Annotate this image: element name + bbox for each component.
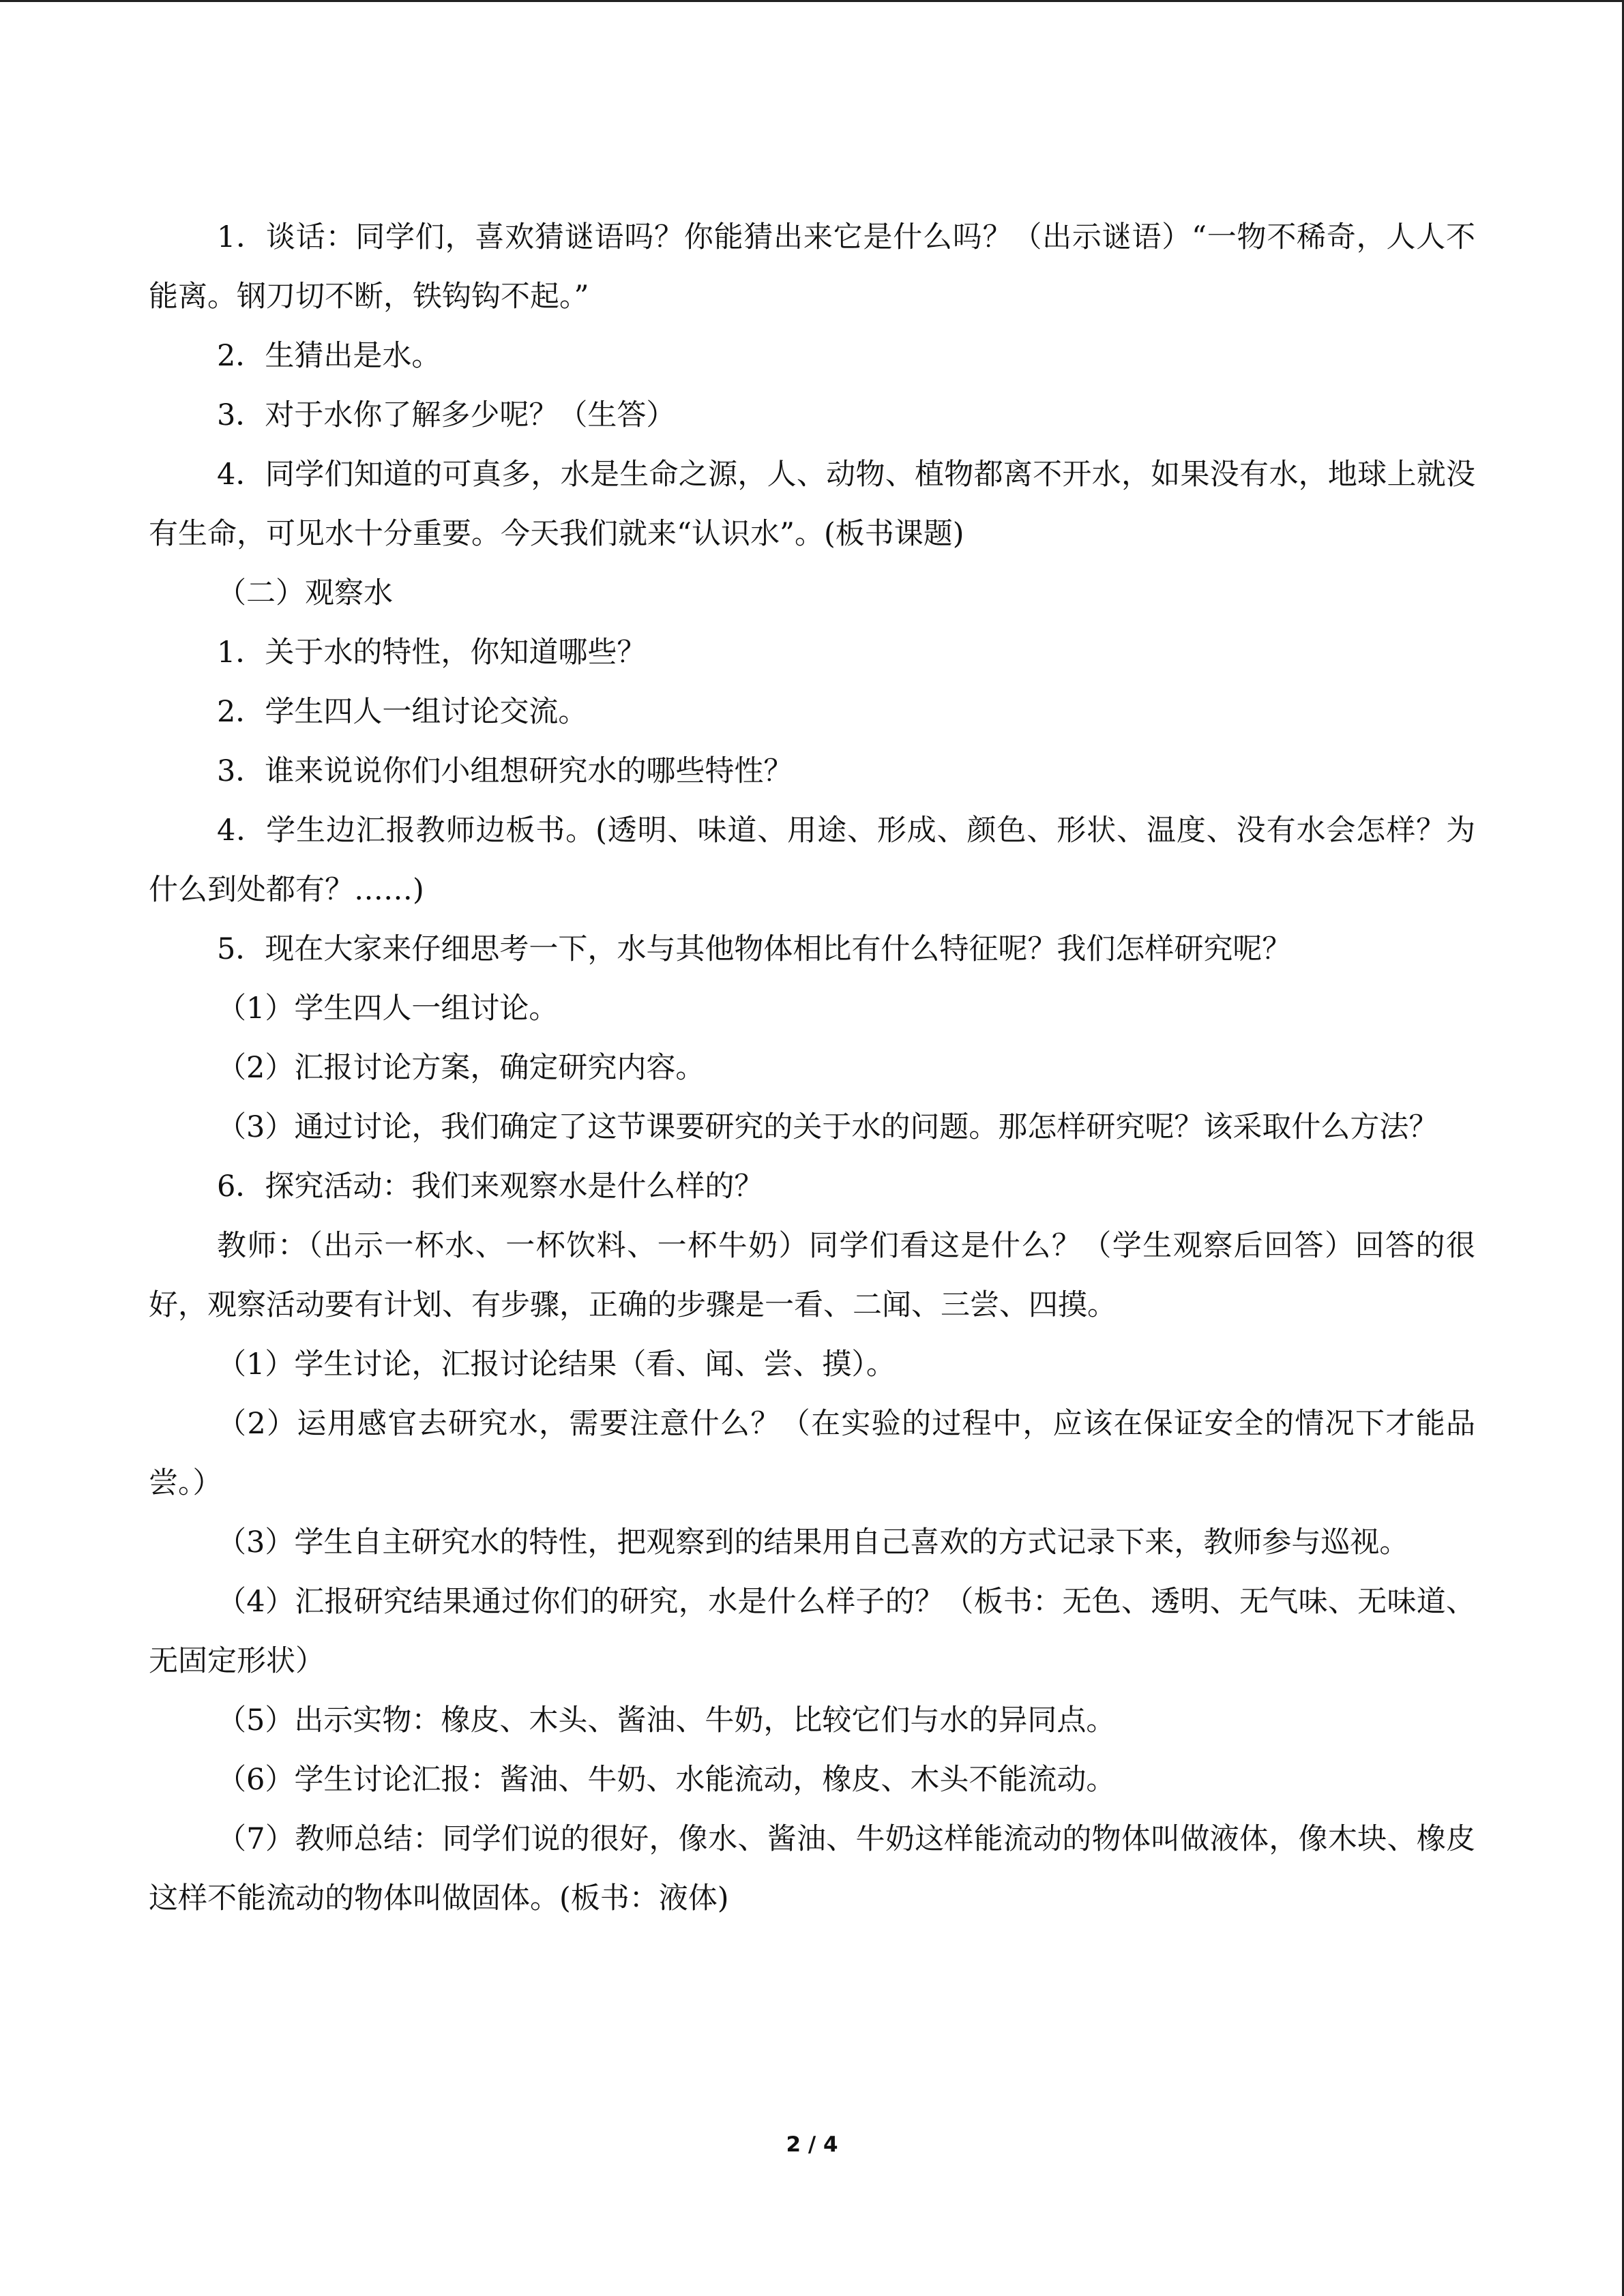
paragraph-riddle-talk: 1．谈话：同学们，喜欢猜谜语吗？你能猜出来它是什么吗？（出示谜语）“一物不稀奇，人人不能离。钢刀切不断，铁钩钩不起。”	[149, 220, 1475, 314]
paragraph-observe-step-6: （6）学生讨论汇报：酱油、牛奶、水能流动，橡皮、木头不能流动。	[217, 1763, 1116, 1797]
top-border-line	[0, 0, 1624, 2]
paragraph-observe-step-4: （4）汇报研究结果通过你们的研究，水是什么样子的？（板书：无色、透明、无气味、无味道、无固定形状）	[149, 1585, 1475, 1678]
paragraph-know-water: 3．对于水你了解多少呢？（生答）	[217, 398, 676, 432]
paragraph-step-1-discuss: （1）学生四人一组讨论。	[217, 992, 559, 1026]
paragraph-inquiry-activity: 6．探究活动：我们来观察水是什么样的？	[217, 1169, 764, 1204]
paragraph-water-properties-question: 1．关于水的特性，你知道哪些？	[217, 636, 647, 670]
paragraph-observe-step-1: （1）学生讨论，汇报讨论结果（看、闻、尝、摸）。	[217, 1347, 896, 1382]
paragraph-observe-step-3: （3）学生自主研究水的特性，把观察到的结果用自己喜欢的方式记录下来，教师参与巡视。	[217, 1525, 1409, 1560]
section-heading-observe-water: （二）观察水	[217, 576, 393, 610]
paragraph-observe-step-5: （5）出示实物：橡皮、木头、酱油、牛奶，比较它们与水的异同点。	[217, 1703, 1116, 1738]
paragraph-step-2-plan: （2）汇报讨论方案，确定研究内容。	[217, 1051, 705, 1085]
paragraph-group-discussion: 2．学生四人一组讨论交流。	[217, 695, 588, 729]
paragraph-observe-step-2: （2）运用感官去研究水，需要注意什么？（在实验的过程中，应该在保证安全的情况下才能品尝。）	[149, 1407, 1475, 1500]
paragraph-guess-water: 2．生猜出是水。	[217, 339, 441, 373]
paragraph-group-research: 3．谁来说说你们小组想研究水的哪些特性？	[217, 754, 793, 788]
paragraph-teacher-demo: 教师：（出示一杯水、一杯饮料、一杯牛奶）同学们看这是什么？（学生观察后回答）回答的很好，观察活动要有计划、有步骤，正确的步骤是一看、二闻、三尝、四摸。	[149, 1229, 1475, 1322]
paragraph-step-3-method: （3）通过讨论，我们确定了这节课要研究的关于水的问题。那怎样研究呢？该采取什么方法？	[217, 1110, 1438, 1144]
paragraph-report-board: 4．学生边汇报教师边板书。(透明、味道、用途、形成、颜色、形状、温度、没有水会怎样？为什么到处都有？……)	[149, 814, 1475, 907]
document-body	[149, 208, 1475, 1928]
paragraph-water-importance: 4．同学们知道的可真多，水是生命之源，人、动物、植物都离不开水，如果没有水，地球上就没有生命，可见水十分重要。今天我们就来“认识水”。(板书课题)	[149, 458, 1475, 551]
paragraph-think-features: 5．现在大家来仔细思考一下，水与其他物体相比有什么特征呢？我们怎样研究呢？	[217, 932, 1292, 966]
page-number: 2 / 4	[786, 2132, 838, 2157]
paragraph-observe-step-7: （7）教师总结：同学们说的很好，像水、酱油、牛奶这样能流动的物体叫做液体，像木块、橡皮这样不能流动的物体叫做固体。(板书：液体)	[149, 1822, 1475, 1915]
